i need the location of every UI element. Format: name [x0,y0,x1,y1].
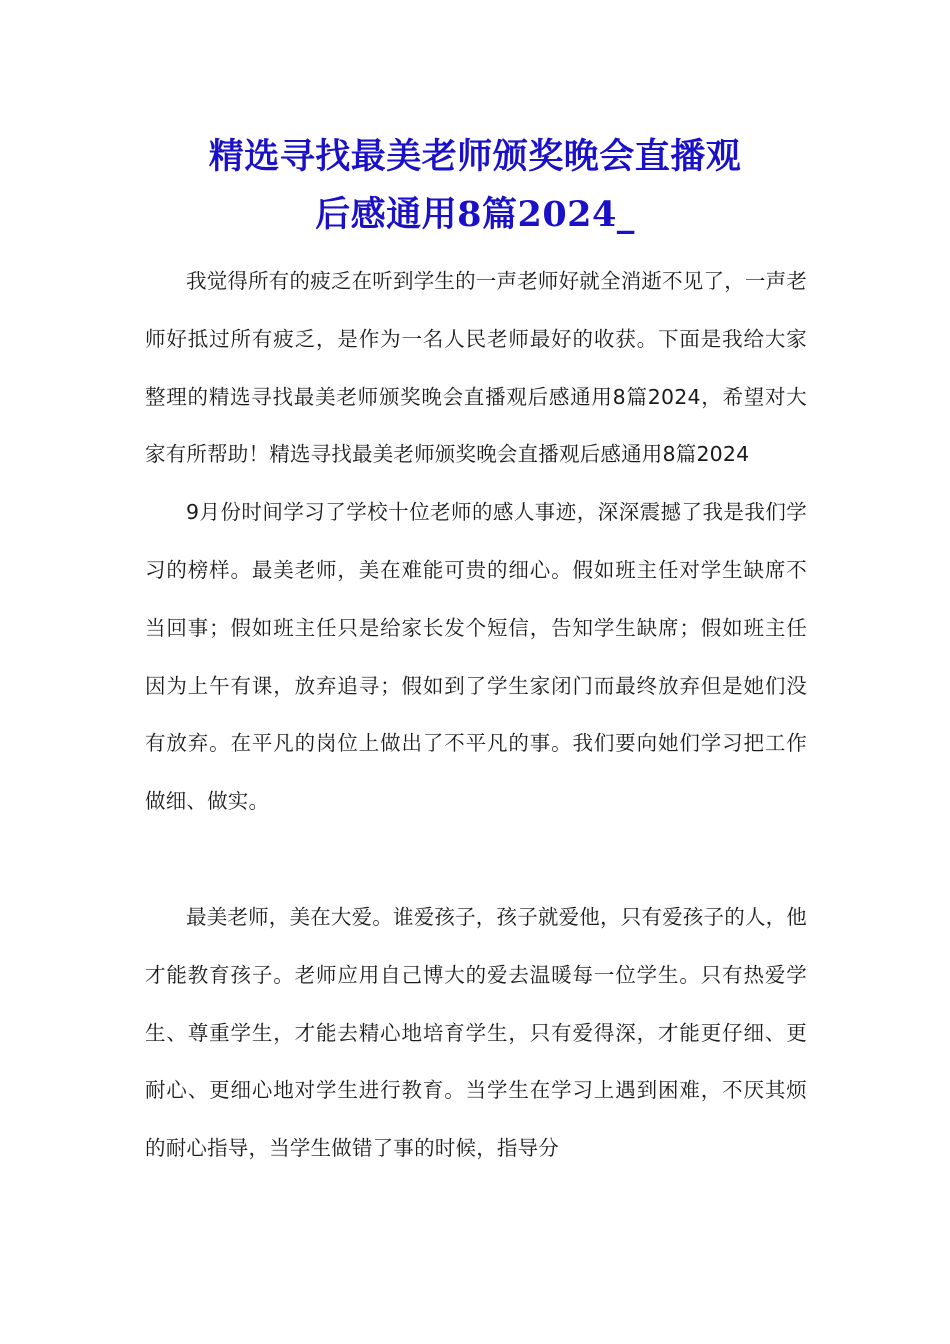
title-line-2: 后感通用8篇2024_ [315,194,635,235]
paragraph-3: 最美老师，美在大爱。谁爱孩子，孩子就爱他，只有爱孩子的人，他才能教育孩子。老师应用自己博大的爱去温暖每一位学生。只有热爱学生、尊重学生，才能去精心地培育学生，只有爱得深，才能更仔细、更耐心、更细心地对学生进行教育。当学生在学习上遇到困难，不厌其烦的耐心指导，当学生做错了事的时候，指导分 [145,904,807,1161]
paragraph-2: 9月份时间学习了学校十位老师的感人事迹，深深震撼了我是我们学习的榜样。最美老师，美在难能可贵的细心。假如班主任对学生缺席不当回事；假如班主任只是给家长发个短信，告知学生缺席；假如班主任因为上午有课，放弃追寻；假如到了学生家闭门而最终放弃但是她们没有放弃。在平凡的岗位上做出了不平凡的事。我们要向她们学习把工作做细、做实。 [145,500,807,814]
title-line-1: 精选寻找最美老师颁奖晚会直播观 [208,136,742,177]
document-body [145,253,807,1178]
paragraph-intro: 我觉得所有的疲乏在听到学生的一声老师好就全消逝不见了，一声老师好抵过所有疲乏，是作为一名人民老师最好的收获。下面是我给大家整理的精选寻找最美老师颁奖晚会直播观后感通用8篇2024，希望对大家有所帮助！精选寻找最美老师颁奖晚会直播观后感通用8篇2024 [145,269,807,467]
document-title [120,128,830,244]
paragraph-gap [145,831,807,889]
